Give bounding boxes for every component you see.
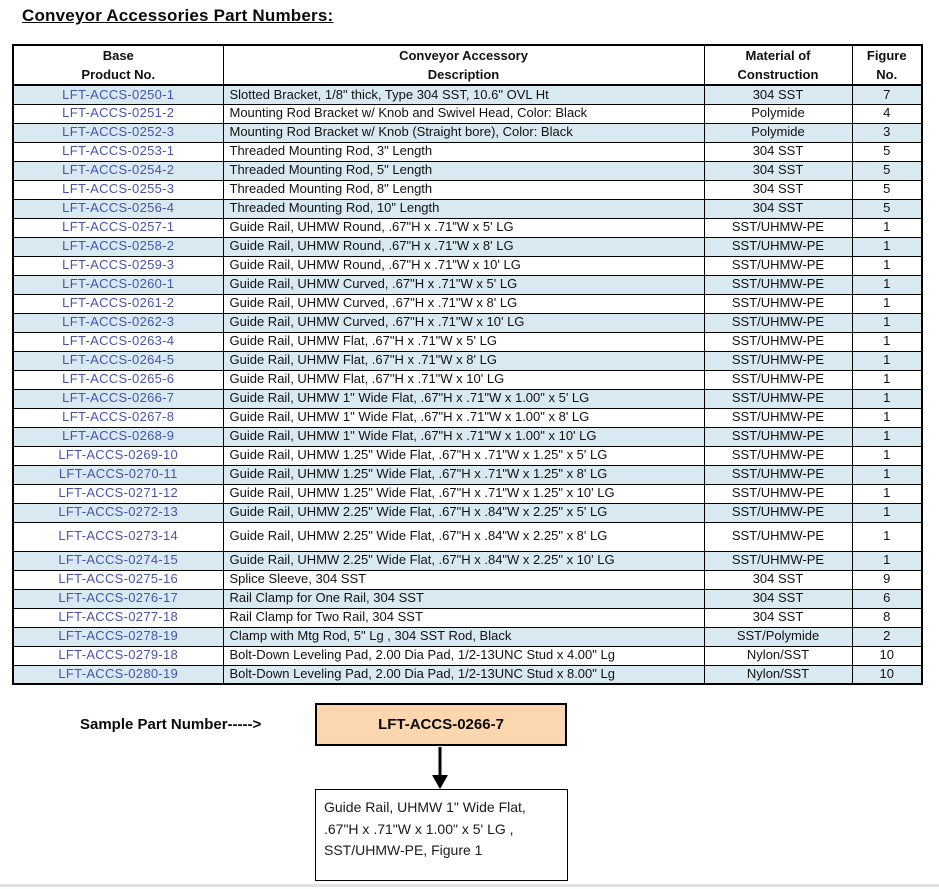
column-header-2: Material of Construction [704, 45, 852, 85]
table-row [13, 551, 922, 570]
description-cell: Guide Rail, UHMW 2.25" Wide Flat, .67"H x .84"W x 2.25" x 10' LG [223, 551, 704, 570]
part-number-cell[interactable]: LFT-ACCS-0267-8 [13, 408, 223, 427]
description-cell: Slotted Bracket, 1/8" thick, Type 304 SST, 10.6" OVL Ht [223, 85, 704, 104]
figure-cell: 10 [852, 646, 922, 665]
material-cell: SST/UHMW-PE [704, 275, 852, 294]
part-number-cell[interactable]: LFT-ACCS-0264-5 [13, 351, 223, 370]
sample-part-number-label: Sample Part Number-----> [80, 716, 262, 733]
table-row [13, 275, 922, 294]
table-row [13, 199, 922, 218]
table-row [13, 180, 922, 199]
sample-description-line: Guide Rail, UHMW 1" Wide Flat, [324, 799, 526, 815]
part-number-cell[interactable]: LFT-ACCS-0271-12 [13, 484, 223, 503]
figure-cell: 5 [852, 161, 922, 180]
sample-description-line: SST/UHMW-PE, Figure 1 [324, 842, 483, 859]
description-cell: Mounting Rod Bracket w/ Knob (Straight bore), Color: Black [223, 123, 704, 142]
material-cell: 304 SST [704, 180, 852, 199]
part-number-cell[interactable]: LFT-ACCS-0268-9 [13, 427, 223, 446]
figure-cell: 1 [852, 446, 922, 465]
figure-cell: 1 [852, 313, 922, 332]
material-cell: 304 SST [704, 161, 852, 180]
figure-cell: 1 [852, 427, 922, 446]
figure-cell: 1 [852, 256, 922, 275]
table-row [13, 256, 922, 275]
part-number-cell[interactable]: LFT-ACCS-0254-2 [13, 161, 223, 180]
parts-table-header [13, 45, 922, 85]
figure-cell: 9 [852, 570, 922, 589]
figure-cell: 1 [852, 465, 922, 484]
page-bottom-edge [0, 884, 939, 887]
table-row [13, 332, 922, 351]
material-cell: SST/UHMW-PE [704, 551, 852, 570]
description-cell: Guide Rail, UHMW 1" Wide Flat, .67"H x .71"W x 1.00" x 5' LG [223, 389, 704, 408]
part-number-cell[interactable]: LFT-ACCS-0277-18 [13, 608, 223, 627]
description-cell: Bolt-Down Leveling Pad, 2.00 Dia Pad, 1/2-13UNC Stud x 8.00" Lg [223, 665, 704, 684]
description-cell: Guide Rail, UHMW 2.25" Wide Flat, .67"H x .84"W x 2.25" x 5' LG [223, 503, 704, 522]
table-row [13, 294, 922, 313]
figure-cell: 1 [852, 389, 922, 408]
part-number-cell[interactable]: LFT-ACCS-0278-19 [13, 627, 223, 646]
material-cell: 304 SST [704, 142, 852, 161]
part-number-cell[interactable]: LFT-ACCS-0269-10 [13, 446, 223, 465]
material-cell: Nylon/SST [704, 665, 852, 684]
description-cell: Threaded Mounting Rod, 3" Length [223, 142, 704, 161]
figure-cell: 1 [852, 522, 922, 551]
table-row [13, 465, 922, 484]
material-cell: Nylon/SST [704, 646, 852, 665]
figure-cell: 5 [852, 142, 922, 161]
description-cell: Guide Rail, UHMW Flat, .67"H x .71"W x 10' LG [223, 370, 704, 389]
part-number-cell[interactable]: LFT-ACCS-0262-3 [13, 313, 223, 332]
material-cell: Polymide [704, 104, 852, 123]
material-cell: SST/UHMW-PE [704, 370, 852, 389]
material-cell: SST/UHMW-PE [704, 389, 852, 408]
description-cell: Guide Rail, UHMW Curved, .67"H x .71"W x 10' LG [223, 313, 704, 332]
description-cell: Splice Sleeve, 304 SST [223, 570, 704, 589]
part-number-cell[interactable]: LFT-ACCS-0256-4 [13, 199, 223, 218]
figure-cell: 1 [852, 503, 922, 522]
sample-description-box [315, 789, 568, 881]
figure-cell: 8 [852, 608, 922, 627]
table-row [13, 142, 922, 161]
parts-table [12, 44, 923, 685]
description-cell: Rail Clamp for One Rail, 304 SST [223, 589, 704, 608]
material-cell: 304 SST [704, 608, 852, 627]
material-cell: 304 SST [704, 199, 852, 218]
column-header-1: Conveyor Accessory Description [223, 45, 704, 85]
material-cell: SST/UHMW-PE [704, 522, 852, 551]
material-cell: SST/UHMW-PE [704, 313, 852, 332]
figure-cell: 1 [852, 484, 922, 503]
material-cell: SST/UHMW-PE [704, 294, 852, 313]
column-header-3: Figure No. [852, 45, 922, 85]
table-row [13, 104, 922, 123]
figure-cell: 3 [852, 123, 922, 142]
figure-cell: 1 [852, 551, 922, 570]
material-cell: 304 SST [704, 589, 852, 608]
material-cell: SST/UHMW-PE [704, 446, 852, 465]
figure-cell: 2 [852, 627, 922, 646]
material-cell: 304 SST [704, 85, 852, 104]
figure-cell: 10 [852, 665, 922, 684]
part-number-cell[interactable]: LFT-ACCS-0251-2 [13, 104, 223, 123]
part-number-cell[interactable]: LFT-ACCS-0276-17 [13, 589, 223, 608]
description-cell: Guide Rail, UHMW Flat, .67"H x .71"W x 5' LG [223, 332, 704, 351]
part-number-cell[interactable]: LFT-ACCS-0250-1 [13, 85, 223, 104]
table-row [13, 85, 922, 104]
figure-cell: 1 [852, 237, 922, 256]
description-cell: Mounting Rod Bracket w/ Knob and Swivel Head, Color: Black [223, 104, 704, 123]
description-cell: Clamp with Mtg Rod, 5" Lg , 304 SST Rod, Black [223, 627, 704, 646]
table-row [13, 389, 922, 408]
description-cell: Guide Rail, UHMW Curved, .67"H x .71"W x 5' LG [223, 275, 704, 294]
sample-part-number-box [315, 703, 567, 746]
description-cell: Rail Clamp for Two Rail, 304 SST [223, 608, 704, 627]
figure-cell: 5 [852, 199, 922, 218]
description-cell: Guide Rail, UHMW Round, .67"H x .71"W x 5' LG [223, 218, 704, 237]
part-number-cell[interactable]: LFT-ACCS-0258-2 [13, 237, 223, 256]
figure-cell: 4 [852, 104, 922, 123]
table-row [13, 627, 922, 646]
material-cell: SST/UHMW-PE [704, 484, 852, 503]
part-number-cell[interactable]: LFT-ACCS-0261-2 [13, 294, 223, 313]
material-cell: SST/UHMW-PE [704, 237, 852, 256]
part-number-cell[interactable]: LFT-ACCS-0272-13 [13, 503, 223, 522]
figure-cell: 1 [852, 218, 922, 237]
table-row [13, 427, 922, 446]
description-cell: Guide Rail, UHMW 1.25" Wide Flat, .67"H x .71"W x 1.25" x 10' LG [223, 484, 704, 503]
description-cell: Guide Rail, UHMW 1" Wide Flat, .67"H x .71"W x 1.00" x 10' LG [223, 427, 704, 446]
figure-cell: 7 [852, 85, 922, 104]
table-row [13, 370, 922, 389]
description-cell: Guide Rail, UHMW 1.25" Wide Flat, .67"H x .71"W x 1.25" x 5' LG [223, 446, 704, 465]
material-cell: SST/UHMW-PE [704, 465, 852, 484]
table-row [13, 313, 922, 332]
sample-part-number-value: LFT-ACCS-0266-7 [378, 716, 504, 733]
table-row [13, 446, 922, 465]
description-cell: Guide Rail, UHMW Flat, .67"H x .71"W x 8' LG [223, 351, 704, 370]
part-number-cell[interactable]: LFT-ACCS-0280-19 [13, 665, 223, 684]
table-row [13, 484, 922, 503]
part-number-cell[interactable]: LFT-ACCS-0252-3 [13, 123, 223, 142]
figure-cell: 5 [852, 180, 922, 199]
description-cell: Guide Rail, UHMW 1" Wide Flat, .67"H x .71"W x 1.00" x 8' LG [223, 408, 704, 427]
table-row [13, 503, 922, 522]
description-cell: Guide Rail, UHMW Round, .67"H x .71"W x 8' LG [223, 237, 704, 256]
description-cell: Guide Rail, UHMW Curved, .67"H x .71"W x 8' LG [223, 294, 704, 313]
down-arrow-icon [429, 747, 451, 789]
part-number-cell[interactable]: LFT-ACCS-0260-1 [13, 275, 223, 294]
table-row [13, 237, 922, 256]
figure-cell: 6 [852, 589, 922, 608]
material-cell: SST/UHMW-PE [704, 351, 852, 370]
table-row [13, 589, 922, 608]
figure-cell: 1 [852, 294, 922, 313]
material-cell: SST/Polymide [704, 627, 852, 646]
description-cell: Guide Rail, UHMW 1.25" Wide Flat, .67"H x .71"W x 1.25" x 8' LG [223, 465, 704, 484]
table-row [13, 665, 922, 684]
sample-description-line: .67"H x .71"W x 1.00" x 5' LG , [324, 820, 514, 837]
description-cell: Guide Rail, UHMW Round, .67"H x .71"W x 10' LG [223, 256, 704, 275]
part-number-cell[interactable]: LFT-ACCS-0259-3 [13, 256, 223, 275]
material-cell: 304 SST [704, 570, 852, 589]
table-row [13, 522, 922, 551]
page-title: Conveyor Accessories Part Numbers: [22, 6, 334, 25]
part-number-cell[interactable]: LFT-ACCS-0266-7 [13, 389, 223, 408]
part-number-cell[interactable]: LFT-ACCS-0263-4 [13, 332, 223, 351]
material-cell: SST/UHMW-PE [704, 332, 852, 351]
part-number-cell[interactable]: LFT-ACCS-0270-11 [13, 465, 223, 484]
table-row [13, 218, 922, 237]
figure-cell: 1 [852, 351, 922, 370]
material-cell: Polymide [704, 123, 852, 142]
material-cell: SST/UHMW-PE [704, 503, 852, 522]
description-cell: Guide Rail, UHMW 2.25" Wide Flat, .67"H x .84"W x 2.25" x 8' LG [223, 522, 704, 551]
figure-cell: 1 [852, 275, 922, 294]
table-row [13, 408, 922, 427]
table-row [13, 646, 922, 665]
figure-cell: 1 [852, 408, 922, 427]
column-header-0: Base Product No. [13, 45, 223, 85]
part-number-cell[interactable]: LFT-ACCS-0257-1 [13, 218, 223, 237]
table-row [13, 161, 922, 180]
material-cell: SST/UHMW-PE [704, 427, 852, 446]
table-row [13, 351, 922, 370]
part-number-cell[interactable]: LFT-ACCS-0255-3 [13, 180, 223, 199]
table-row [13, 570, 922, 589]
description-cell: Bolt-Down Leveling Pad, 2.00 Dia Pad, 1/2-13UNC Stud x 4.00" Lg [223, 646, 704, 665]
material-cell: SST/UHMW-PE [704, 408, 852, 427]
material-cell: SST/UHMW-PE [704, 218, 852, 237]
table-row [13, 123, 922, 142]
description-cell: Threaded Mounting Rod, 5" Length [223, 161, 704, 180]
material-cell: SST/UHMW-PE [704, 256, 852, 275]
part-number-cell[interactable]: LFT-ACCS-0273-14 [13, 522, 223, 551]
part-number-cell[interactable]: LFT-ACCS-0279-18 [13, 646, 223, 665]
part-number-cell[interactable]: LFT-ACCS-0275-16 [13, 570, 223, 589]
part-number-cell[interactable]: LFT-ACCS-0274-15 [13, 551, 223, 570]
description-cell: Threaded Mounting Rod, 10" Length [223, 199, 704, 218]
part-number-cell[interactable]: LFT-ACCS-0253-1 [13, 142, 223, 161]
part-number-cell[interactable]: LFT-ACCS-0265-6 [13, 370, 223, 389]
figure-cell: 1 [852, 370, 922, 389]
description-cell: Threaded Mounting Rod, 8" Length [223, 180, 704, 199]
table-row [13, 608, 922, 627]
figure-cell: 1 [852, 332, 922, 351]
